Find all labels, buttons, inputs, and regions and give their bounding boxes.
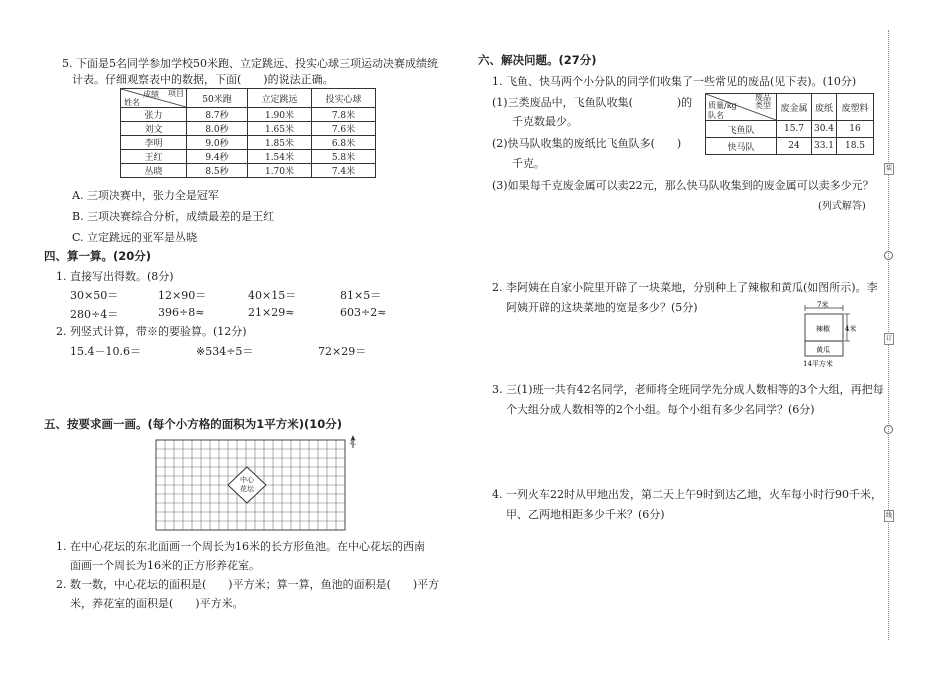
calc-item: 12×90＝ — [158, 289, 207, 302]
calc-item: 15.4－10.6＝ — [70, 345, 141, 358]
section-4-title: 四、算一算。(20分) — [44, 249, 152, 263]
table-row: 快马队 24 33.1 18.5 — [706, 138, 874, 155]
calc-item: 21×29≈ — [248, 306, 295, 319]
north-label: 北 — [349, 438, 356, 446]
q5-line2: 计表。仔细观察表中的数据，下面( )的说法正确。 — [72, 73, 334, 86]
section-5-title: 五、按要求画一画。(每个小方格的面积为1平方米)(10分) — [44, 417, 343, 431]
svg-text:4米: 4米 — [845, 325, 857, 333]
s4-part1: 1. 直接写出得数。(8分) — [56, 270, 174, 283]
calc-item: 30×50＝ — [70, 289, 119, 302]
calc-item: 603÷2≈ — [340, 306, 387, 319]
calc-item: ※534÷5＝ — [196, 345, 254, 358]
s5-item2-a: 2. 数一数，中心花坛的面积是( )平方米；算一算，鱼池的面积是( )平方 — [56, 578, 440, 591]
header-metal: 废金属 — [777, 94, 812, 121]
svg-text:辣椒: 辣椒 — [816, 325, 830, 333]
score-table — [120, 88, 376, 178]
s5-item1-a: 1. 在中心花坛的东北面画一个周长为16米的长方形鱼池。在中心花坛的西南 — [56, 540, 425, 553]
flowerbed-label-1: 中心 — [240, 476, 254, 484]
s5-item2-b: 米，养花室的面积是( )平方米。 — [70, 597, 244, 610]
table-row: 丛晓 8.5秒 1.70米 7.4米 — [121, 164, 376, 178]
q1-part1-b: 千克数最少。 — [512, 115, 578, 128]
score-table-corner: 成绩 项目 姓名 — [121, 89, 187, 108]
table-row: 王红 9.4秒 1.54米 5.8米 — [121, 150, 376, 164]
q3-line2: 个大组分成人数相等的2个小组。每个小组有多少名同学？(6分) — [506, 403, 815, 416]
q3-line1: 3. 三(1)班一共有42名同学，老师将全班同学先分成人数相等的3个大组，再把每 — [492, 383, 884, 396]
q2-line2: 阿姨开辟的这块菜地的宽是多少？(5分) — [506, 301, 698, 314]
svg-text:7米: 7米 — [817, 301, 829, 309]
q1-part2-b: 千克。 — [512, 157, 545, 170]
q1-stem: 1. 飞鱼、快马两个小分队的同学们收集了一些常见的废品(见下表)。(10分) — [492, 75, 857, 88]
svg-text:14平方米: 14平方米 — [803, 360, 833, 368]
waste-table — [705, 93, 874, 155]
calc-item: 72×29＝ — [318, 345, 367, 358]
q1-part3-note: (列式解答) — [818, 201, 866, 212]
q4-line2: 甲、乙两地相距多少千米？(6分) — [506, 508, 665, 521]
header-50m: 50米跑 — [187, 89, 248, 108]
section-6-title: 六、解决问题。(27分) — [478, 53, 597, 67]
calc-item: 40×15＝ — [248, 289, 297, 302]
binding-ring — [884, 425, 893, 434]
garden-figure — [795, 300, 855, 372]
header-long-jump: 立定跳远 — [248, 89, 312, 108]
table-row: 刘文 8.0秒 1.65米 7.6米 — [121, 122, 376, 136]
grid-drawing-area[interactable] — [150, 432, 370, 532]
calc-item: 280÷4＝ — [70, 308, 119, 321]
q2-line1: 2. 李阿姨在自家小院里开辟了一块菜地，分别种上了辣椒和黄瓜(如图所示)。李 — [492, 281, 878, 294]
q1-part3: (3)如果每千克废金属可以卖22元，那么快马队收集到的废金属可以卖多少元？ — [492, 179, 874, 192]
flowerbed-label-2: 花坛 — [240, 485, 254, 493]
option-c: C. 立定跳远的亚军是丛晓 — [72, 231, 198, 244]
calc-item: 81×5＝ — [340, 289, 382, 302]
s4-part2: 2. 列竖式计算，带※的要验算。(12分) — [56, 325, 247, 338]
waste-table-corner: 废品类型 质量/kg 队名 — [706, 94, 777, 121]
binding-tab: 装 — [884, 163, 894, 175]
header-shot: 投实心球 — [312, 89, 376, 108]
svg-text:黄瓜: 黄瓜 — [816, 346, 830, 354]
header-plastic: 废塑料 — [837, 94, 874, 121]
q4-line1: 4. 一列火车22时从甲地出发，第二天上午9时到达乙地，火车每小时行90千米， — [492, 488, 882, 501]
calc-item: 396÷8≈ — [158, 306, 205, 319]
table-row: 李明 9.0秒 1.85米 6.8米 — [121, 136, 376, 150]
s5-item1-b: 面画一个周长为16米的正方形养花室。 — [70, 559, 260, 572]
option-b: B. 三项决赛综合分析，成绩最差的是王红 — [72, 210, 275, 223]
binding-tab: 订 — [884, 333, 894, 345]
header-paper: 废纸 — [812, 94, 837, 121]
q5-line1: 5. 下面是5名同学参加学校50米跑、立定跳远、投实心球三项运动决赛成绩统 — [62, 57, 438, 70]
q1-part2-a: (2)快马队收集的废纸比飞鱼队多( ) — [492, 137, 682, 150]
binding-ring — [884, 251, 893, 260]
option-a: A. 三项决赛中，张力全是冠军 — [72, 189, 219, 202]
q1-part1-a: (1)三类废品中，飞鱼队收集( )的 — [492, 96, 693, 109]
table-row: 飞鱼队 15.7 30.4 16 — [706, 121, 874, 138]
binding-tab: 线 — [884, 510, 894, 522]
table-row: 张力 8.7秒 1.90米 7.8米 — [121, 108, 376, 122]
